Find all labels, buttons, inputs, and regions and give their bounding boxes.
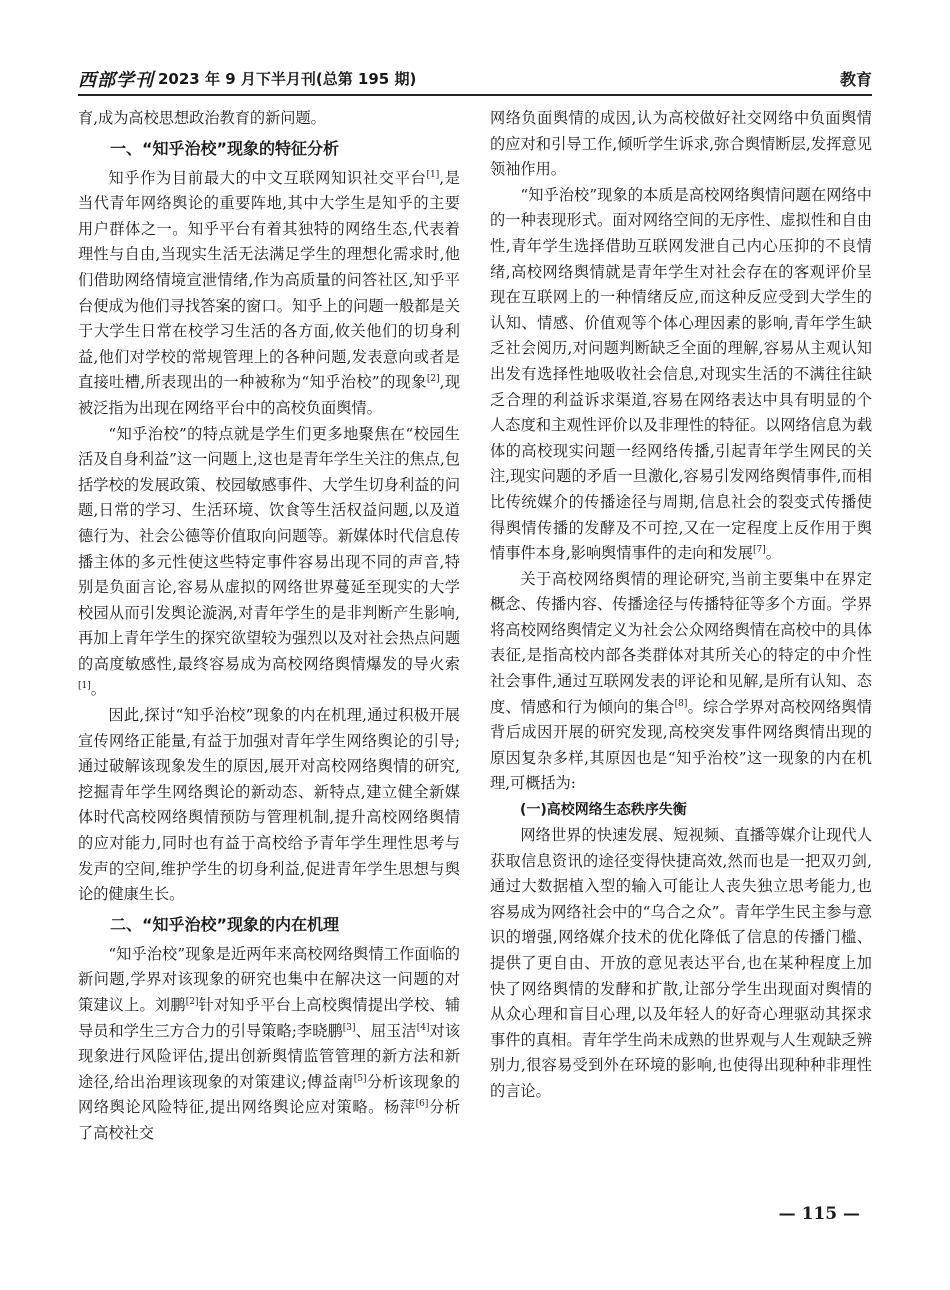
section-heading-1: 一、“知乎治校”现象的特征分析	[110, 138, 340, 158]
paragraph: 知乎作为目前最大的中文互联网知识社交平台[1],是当代青年网络舆论的重要阵地,其中大学生是知乎的主要用户群体之一。知乎平台有着其独特的网络生态,代表着理性与自由,当现实生活无法满足学生的理想化需求时,他们借助网络情境宣泄情绪,作为高质量的问答社区,知乎平台便成为他们寻找答案的窗口。知乎上的问题一般都是关于大学生日常在校学习生活的各方面,攸关他们的切身利益,他们对学校的常规管理上的各种问题,发表意向或者是直接吐槽,所表现出的一种被称为“知乎治校”的现象[2],现被泛指为出现在网络平台中的高校负面舆情。	[78, 168, 461, 417]
issue-info: 2023 年 9 月下半月刊(总第 195 期)	[158, 70, 417, 88]
citation[interactable]: [1]	[78, 681, 91, 692]
citation[interactable]: [8]	[674, 698, 688, 709]
citation[interactable]: [2]	[185, 997, 199, 1007]
subsection-heading: (一)高校网络生态秩序失衡	[520, 802, 687, 819]
paragraph: 因此,探讨“知乎治校”现象的内在机理,通过积极开展宣传网络正能量,有益于加强对青年学生网络舆论的引导;通过破解该现象发生的原因,展开对高校网络舆情的研究,挖掘青年学生网络舆论的新动态、新特点,建立健全新媒体时代高校网络舆情预防与管理机制,提升高校网络舆情的应对能力,同时也有益于高校给予青年学生理性思考与发声的空间,维护学生的切身利益,促进青年学生思想与舆论的健康生长。	[78, 706, 460, 904]
citation[interactable]: [6]	[415, 1099, 429, 1110]
page-header	[78, 62, 872, 92]
paragraph: 关于高校网络舆情的理论研究,当前主要集中在界定概念、传播内容、传播途径与传播特征等多个方面。学界将高校网络舆情定义为社会公众网络舆情在高校中的具体表征,是指高校内部各类群体对其所关心的特定的中介性社会事件,通过互联网发表的评论和见解,是所有认知、态度、情感和行为倾向的集合[8]。综合学界对高校网络舆情背后成因开展的研究发现,高校突发事件网络舆情出现的原因复杂多样,其原因也是“知乎治校”这一现象的内在机理,可概括为:	[490, 569, 873, 793]
paragraph: 育,成为高校思想政治教育的新问题。	[78, 109, 326, 127]
citation[interactable]: [2]	[426, 374, 440, 385]
right-column	[490, 106, 872, 1105]
page-number: — 115 —	[778, 1204, 860, 1224]
paragraph: 网络负面舆情的成因,认为高校做好社交网络中负面舆情的应对和引导工作,倾听学生诉求,弥合舆情断层,发挥意见领袖作用。	[490, 109, 872, 179]
paragraph: “知乎治校”现象的本质是高校网络舆情问题在网络中的一种表现形式。面对网络空间的无序性、虚拟性和自由性,青年学生选择借助互联网发泄自己内心压抑的不良情绪,高校网络舆情就是青年学生对社会存在的客观评价呈现在互联网上的一种情绪反应,而这种反应受到大学生的认知、情感、价值观等个体心理因素的影响,青年学生缺乏社会阅历,对问题判断缺乏全面的理解,容易从主观认知出发有选择性地吸收社会信息,对现实生活的不满往往缺乏合理的利益诉求渠道,容易在网络表达中具有明显的个人态度和主观性评价以及非理性的特征。以网络信息为载体的高校现实问题一经网络传播,引起青年学生网民的关注,现实问题的矛盾一旦激化,容易引发网络舆情事件,而相比传统媒介的传播途径与周期,信息社会的裂变式传播使得舆情传播的发酵及不可控,又在一定程度上反作用于舆情事件本身,影响舆情事件的走向和发展[7]。	[490, 185, 872, 563]
citation[interactable]: [3]	[342, 1022, 356, 1033]
paragraph: “知乎治校”现象是近两年来高校网络舆情工作面临的新问题,学界对该现象的研究也集中在解决这一问题的对策建议上。刘鹏[2]针对知乎平台上高校舆情提出学校、辅导员和学生三方合力的引导策略;李晓鹏[3]、屈玉洁[4]对该现象进行风险评估,提出创新舆情监管管理的新方法和新途径,给出治理该现象的对策建议;傅益南[5]分析该现象的网络舆论风险特征,提出网络舆论应对策略。杨萍[6]分析了高校社交	[78, 944, 461, 1142]
section-name: 教育	[839, 70, 872, 89]
paragraph: “知乎治校”的特点就是学生们更多地聚焦在“校园生活及自身利益”这一问题上,这也是青年学生关注的焦点,包括学校的发展政策、校园敏感事件、大学生切身利益的问题,日常的学习、生活环境、饮食等生活权益问题,以及道德行为、社会公德等价值取向问题等。新媒体时代信息传播主体的多元性使这些特定事件容易出现不同的声音,特别是负面言论,容易从虚拟的网络世界蔓延至现实的大学校园从而引发舆论漩涡,对青年学生的是非判断产生影响,再加上青年学生的探究欲望较为强烈以及对社会热点问题的高度敏感性,最终容易成为高校网络舆情爆发的导火索[1]。	[78, 424, 460, 699]
citation[interactable]: [1]	[426, 169, 440, 180]
header-rule	[78, 94, 872, 96]
left-column	[78, 106, 460, 1147]
citation[interactable]: [7]	[753, 545, 766, 556]
citation[interactable]: [5]	[353, 1073, 367, 1084]
citation[interactable]: [4]	[416, 1022, 430, 1033]
paragraph: 网络世界的快速发展、短视频、直播等媒介让现代人获取信息资讯的途径变得快捷高效,然而也是一把双刃剑,通过大数据植入型的输入可能让人丧失独立思考能力,也容易成为网络社会中的“乌合之众”。青年学生民主参与意识的增强,网络媒介技术的优化降低了信息的传播门槛、提供了更自由、开放的意见表达平台,也在某种程度上加快了网络舆情的发酵和扩散,让部分学生出现面对舆情的从众心理和盲目心理,以及年轻人的好奇心理驱动其探求事件的真相。青年学生尚未成熟的世界观与人生观缺乏辨别力,很容易受到外在环境的影响,也使得出现种种非理性的言论。	[490, 826, 872, 1100]
journal-logo: 西部学刊	[78, 70, 154, 91]
section-heading-2: 二、“知乎治校”现象的内在机理	[110, 914, 340, 934]
